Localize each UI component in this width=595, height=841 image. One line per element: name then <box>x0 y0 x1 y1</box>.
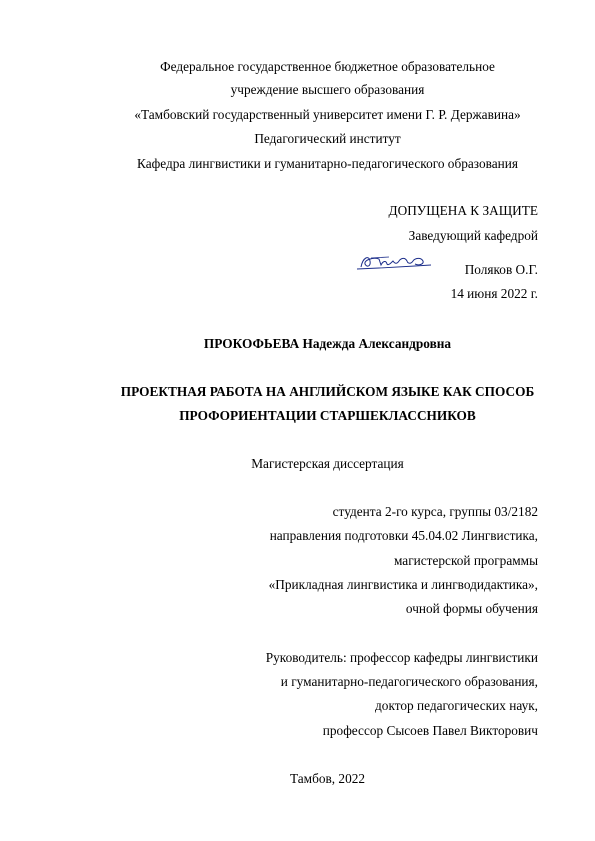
supervisor-line-4: профессор Сысоев Павел Викторович <box>322 723 538 738</box>
city-year: Тамбов, 2022 <box>289 771 366 786</box>
thesis-title-line-1: ПРОЕКТНАЯ РАБОТА НА АНГЛИЙСКОМ ЯЗЫКЕ КАК СПОСОБ <box>120 384 535 399</box>
header-line-4: Педагогический институт <box>254 131 401 146</box>
supervisor-line-2: и гуманитарно-педагогического образования, <box>280 674 538 689</box>
header-line-5: Кафедра лингвистики и гуманитарно-педагогического образования <box>137 156 518 171</box>
approval-status: ДОПУЩЕНА К ЗАЩИТЕ <box>388 203 538 218</box>
approval-role: Заведующий кафедрой <box>408 228 538 243</box>
student-info-line-2: направления подготовки 45.04.02 Лингвистика, <box>269 528 538 543</box>
supervisor-line-1: Руководитель: профессор кафедры лингвистики <box>265 650 538 665</box>
student-info-line-1: студента 2-го курса, группы 03/2182 <box>332 504 538 519</box>
header-line-1: Федеральное государственное бюджетное образовательное <box>160 59 495 74</box>
author-name: ПРОКОФЬЕВА Надежда Александровна <box>203 336 452 351</box>
student-info-line-5: очной формы обучения <box>405 601 538 616</box>
supervisor-line-3: доктор педагогических наук, <box>375 698 538 713</box>
approval-date: 14 июня 2022 г. <box>450 286 538 301</box>
header-line-3: «Тамбовский государственный университет имени Г. Р. Державина» <box>134 107 521 122</box>
thesis-title-line-2: ПРОФОРИЕНТАЦИИ СТАРШЕКЛАССНИКОВ <box>179 408 476 423</box>
student-info-line-4: «Прикладная лингвистика и лингводидактика», <box>268 577 538 592</box>
work-type: Магистерская диссертация <box>251 456 404 471</box>
student-info-line-3: магистерской программы <box>393 553 538 568</box>
signature-image <box>355 249 433 277</box>
header-line-2: учреждение высшего образования <box>230 82 425 97</box>
approval-name: Поляков О.Г. <box>464 262 538 277</box>
